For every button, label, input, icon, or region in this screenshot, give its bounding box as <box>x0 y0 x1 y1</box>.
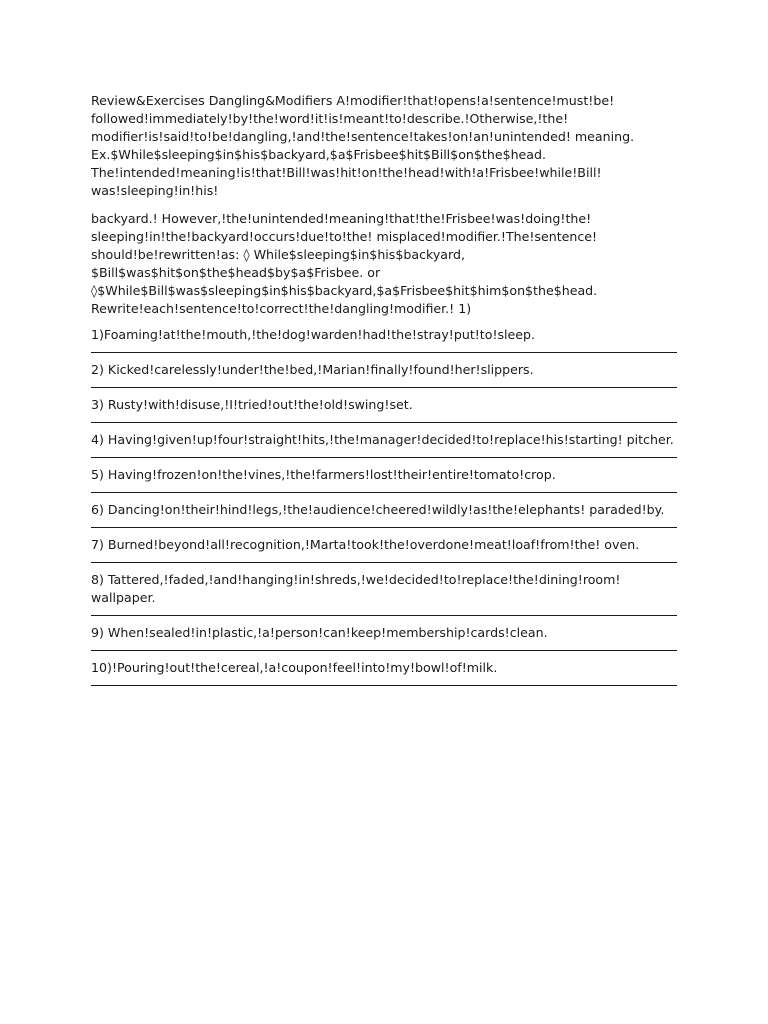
document-page <box>91 92 681 694</box>
exercise-2: 2) Kicked!carelessly!under!the!bed,!Marian!finally!found!her!slippers. <box>91 362 534 377</box>
exercise-1: 1)Foaming!at!the!mouth,!the!dog!warden!had!the!stray!put!to!sleep. <box>91 327 536 342</box>
answer-line-3[interactable] <box>91 422 677 423</box>
intro-paragraph-2: backyard.! However,!the!unintended!meaning!that!the!Frisbee!was!doing!the! sleeping!in!the!backyard!occurs!due!to!the! misplaced!modifier.!The!sentence! should!be!rewritten!as: ◊ While$sleeping$in$his$backyard, $Bill$was$hit$on$the$head$by$a$Frisbee. or ◊$While$Bill$was$sleeping$in$his$backyard,$a$Frisbee$hit$him$on$the$head. Rewrite!each!sentence!to!correct!the!dangling!modifier.! 1) <box>91 211 598 316</box>
answer-line-2[interactable] <box>91 387 677 388</box>
exercise-7: 7) Burned!beyond!all!recognition,!Marta!took!the!overdone!meat!loaf!from!the! oven. <box>91 537 640 552</box>
answer-line-9[interactable] <box>91 650 677 651</box>
exercise-9: 9) When!sealed!in!plastic,!a!person!can!keep!membership!cards!clean. <box>91 625 548 640</box>
answer-line-4[interactable] <box>91 457 677 458</box>
answer-line-1[interactable] <box>91 352 677 353</box>
exercise-8: 8) Tattered,!faded,!and!hanging!in!shreds,!we!decided!to!replace!the!dining!room! wallpaper. <box>91 572 621 605</box>
answer-line-5[interactable] <box>91 492 677 493</box>
exercise-10: 10)!Pouring!out!the!cereal,!a!coupon!feel!into!my!bowl!of!milk. <box>91 660 498 675</box>
intro-paragraph-1: Review&Exercises Dangling&Modifiers A!modifier!that!opens!a!sentence!must!be! followed!immediately!by!the!word!it!is!meant!to!describe.!Otherwise,!the! modifier!is!said!to!be!dangling,!and!the!sentence!takes!on!an!unintended! meaning. Ex.$While$sleeping$in$his$backyard,$a$Frisbee$hit$Bill$on$the$head. The!intended!meaning!is!that!Bill!was!hit!on!the!head!with!a!Frisbee!while!Bill! was!sleeping!in!his! <box>91 93 635 198</box>
exercise-6: 6) Dancing!on!their!hind!legs,!the!audience!cheered!wildly!as!the!elephants! paraded!by. <box>91 502 665 517</box>
answer-line-8[interactable] <box>91 615 677 616</box>
answer-line-7[interactable] <box>91 562 677 563</box>
exercise-5: 5) Having!frozen!on!the!vines,!the!farmers!lost!their!entire!tomato!crop. <box>91 467 556 482</box>
answer-line-10[interactable] <box>91 685 677 686</box>
exercise-3: 3) Rusty!with!disuse,!I!tried!out!the!old!swing!set. <box>91 397 413 412</box>
exercise-list <box>91 326 681 686</box>
answer-line-6[interactable] <box>91 527 677 528</box>
exercise-4: 4) Having!given!up!four!straight!hits,!the!manager!decided!to!replace!his!starting! pitcher. <box>91 432 674 447</box>
